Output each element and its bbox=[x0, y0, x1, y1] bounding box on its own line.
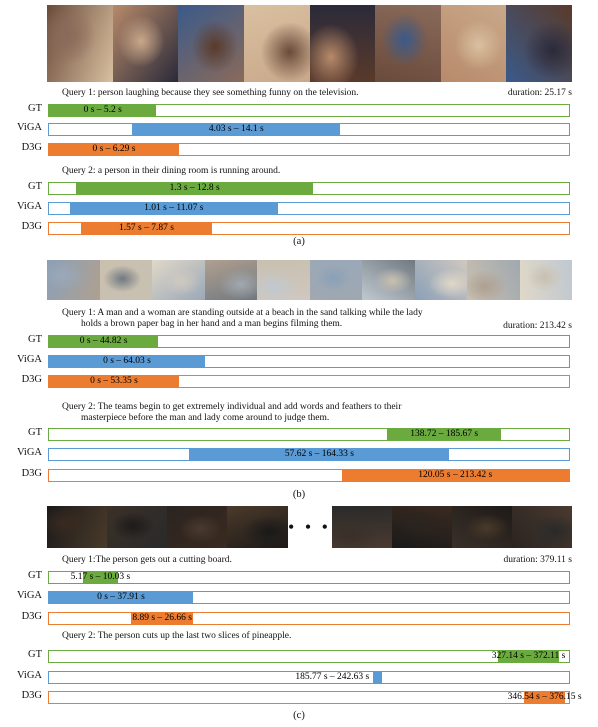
timeline-track-gt bbox=[48, 335, 570, 348]
query-a-2: Query 2: a person in their dining room is running around. bbox=[62, 166, 281, 176]
segment-label-d3g: 0 s – 53.35 s bbox=[90, 376, 138, 386]
segment-label-viga: 0 s – 37.91 s bbox=[97, 592, 145, 602]
query-c-2: Query 2: The person cuts up the last two slices of pineapple. bbox=[62, 631, 292, 641]
timeline-track-viga bbox=[48, 355, 570, 368]
row-label-gt: GT bbox=[28, 427, 42, 438]
video-frame bbox=[415, 260, 468, 300]
caption-b: (b) bbox=[292, 489, 306, 500]
video-frame bbox=[107, 506, 167, 548]
caption-c: (c) bbox=[293, 710, 305, 721]
timeline-track-gt bbox=[48, 571, 570, 584]
video-frame bbox=[362, 260, 415, 300]
video-frame bbox=[441, 5, 507, 82]
video-frame bbox=[100, 260, 153, 300]
video-frame bbox=[375, 5, 441, 82]
segment-label-gt: 138.72 – 185.67 s bbox=[410, 429, 479, 439]
duration-a: duration: 25.17 s bbox=[507, 88, 572, 98]
video-frame bbox=[178, 5, 244, 82]
video-frame bbox=[506, 5, 572, 82]
timeline-track-viga bbox=[48, 448, 570, 461]
video-frame bbox=[392, 506, 452, 548]
video-frame bbox=[310, 260, 363, 300]
segment-bar-viga bbox=[373, 672, 383, 683]
row-label-viga: ViGA bbox=[16, 670, 42, 681]
timeline-track-viga bbox=[48, 671, 570, 684]
row-label-d3g: D3G bbox=[21, 690, 42, 701]
video-frame bbox=[467, 260, 520, 300]
video-frame bbox=[257, 260, 310, 300]
segment-label-d3g: 0 s – 6.29 s bbox=[92, 144, 136, 154]
segment-label-d3g: 120.05 s – 213.42 s bbox=[418, 470, 493, 480]
video-frame bbox=[47, 5, 113, 82]
timeline-track-gt bbox=[48, 182, 570, 195]
segment-label-gt: 5.17 s – 10.03 s bbox=[70, 572, 131, 582]
timeline-track-gt bbox=[48, 650, 570, 663]
row-label-gt: GT bbox=[28, 570, 42, 581]
video-frame bbox=[47, 506, 107, 548]
timeline-track-d3g bbox=[48, 691, 582, 704]
row-label-gt: GT bbox=[28, 649, 42, 660]
video-frame bbox=[227, 506, 287, 548]
timeline-track-gt bbox=[48, 428, 570, 441]
video-frame bbox=[47, 260, 100, 300]
timeline-track-viga bbox=[48, 591, 570, 604]
video-frame bbox=[452, 506, 512, 548]
timeline-track-viga bbox=[48, 202, 570, 215]
row-label-viga: ViGA bbox=[16, 447, 42, 458]
timeline-track-d3g bbox=[48, 612, 570, 625]
segment-label-gt: 0 s – 44.82 s bbox=[79, 336, 128, 346]
duration-b: duration: 213.42 s bbox=[503, 321, 572, 331]
video-frame bbox=[244, 5, 310, 82]
timeline-track-d3g bbox=[48, 375, 570, 388]
segment-label-gt: 0 s – 5.2 s bbox=[83, 105, 122, 115]
video-frame bbox=[113, 5, 179, 82]
timeline-track-d3g bbox=[48, 469, 570, 482]
video-frame bbox=[152, 260, 205, 300]
row-label-viga: ViGA bbox=[16, 590, 42, 601]
video-frame bbox=[205, 260, 258, 300]
row-label-viga: ViGA bbox=[16, 122, 42, 133]
timeline-track-gt bbox=[48, 104, 570, 117]
row-label-viga: ViGA bbox=[16, 354, 42, 365]
query-c-1: Query 1:The person gets out a cutting board. bbox=[62, 555, 232, 565]
segment-label-viga: 57.62 s – 164.33 s bbox=[284, 449, 354, 459]
row-label-d3g: D3G bbox=[21, 142, 42, 153]
segment-label-gt: 327.14 s – 372.11 s bbox=[491, 651, 566, 661]
row-label-gt: GT bbox=[28, 181, 42, 192]
row-label-gt: GT bbox=[28, 103, 42, 114]
segment-label-viga: 0 s – 64.03 s bbox=[103, 356, 151, 366]
row-label-gt: GT bbox=[28, 334, 42, 345]
row-label-d3g: D3G bbox=[21, 611, 42, 622]
segment-label-viga: 4.03 s – 14.1 s bbox=[208, 124, 264, 134]
row-label-viga: ViGA bbox=[16, 201, 42, 212]
timeline-track-viga bbox=[48, 123, 570, 136]
query-a-1: Query 1: person laughing because they see something funny on the television. bbox=[62, 88, 359, 98]
duration-c: duration: 379.11 s bbox=[503, 555, 572, 565]
segment-label-viga: 185.77 s – 242.63 s bbox=[295, 672, 370, 682]
ellipsis: • • • bbox=[288, 506, 332, 548]
video-frame bbox=[310, 5, 376, 82]
row-label-d3g: D3G bbox=[21, 374, 42, 385]
frame-strip-b bbox=[47, 260, 572, 300]
frame-strip-c bbox=[47, 506, 572, 548]
row-label-d3g: D3G bbox=[21, 468, 42, 479]
segment-label-d3g: 346.54 s – 376.15 s bbox=[507, 692, 582, 702]
video-frame bbox=[512, 506, 572, 548]
timeline-track-d3g bbox=[48, 143, 570, 156]
video-frame bbox=[332, 506, 392, 548]
caption-a: (a) bbox=[293, 236, 305, 247]
row-label-d3g: D3G bbox=[21, 221, 42, 232]
query-b-2: Query 2: The teams begin to get extremely individual and add words and feathers to their masterpiece before the man and lady come around to judge them. bbox=[62, 402, 402, 423]
video-frame bbox=[520, 260, 573, 300]
timeline-track-d3g bbox=[48, 222, 570, 235]
frame-strip-a bbox=[47, 5, 572, 82]
segment-label-gt: 1.3 s – 12.8 s bbox=[169, 183, 220, 193]
segment-label-d3g: 8.89 s – 26.66 s bbox=[132, 613, 192, 623]
query-b-1: Query 1: A man and a woman are standing outside at a beach in the sand talking while the lady holds a brown paper bag in her hand and a man begins filming them. bbox=[62, 308, 423, 329]
segment-label-d3g: 1.57 s – 7.87 s bbox=[119, 223, 174, 233]
segment-label-viga: 1.01 s – 11.07 s bbox=[144, 203, 204, 213]
video-frame bbox=[167, 506, 227, 548]
